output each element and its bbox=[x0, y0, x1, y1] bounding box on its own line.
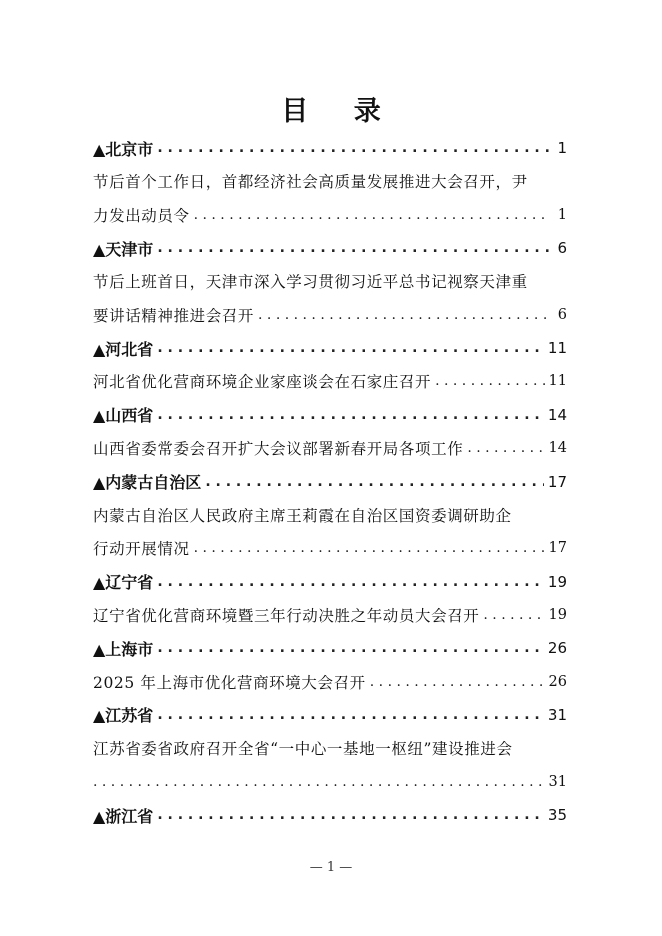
toc-text: 河北省优化营商环境企业家座谈会在石家庄召开 bbox=[93, 373, 432, 392]
toc-page-number: 6 bbox=[557, 239, 567, 258]
toc-section[interactable] bbox=[93, 231, 567, 265]
toc-page-number: 31 bbox=[547, 705, 567, 724]
toc-page-number: 35 bbox=[547, 806, 567, 824]
toc-text: 行动开展情况 bbox=[93, 540, 190, 559]
dot-leader bbox=[157, 574, 544, 590]
toc-text: 内蒙古自治区人民政府主席王莉霞在自治区国资委调研助企 bbox=[93, 506, 512, 525]
toc-text: ▲河北省 bbox=[93, 339, 154, 359]
toc-entry[interactable] bbox=[93, 531, 567, 565]
dot-leader bbox=[157, 240, 549, 256]
dot-leader bbox=[258, 307, 549, 323]
toc-entry[interactable] bbox=[93, 731, 567, 765]
toc-text: ▲天津市 bbox=[93, 239, 154, 259]
toc-text: 山西省委常委会召开扩大会议部署新春开局各项工作 bbox=[93, 440, 464, 459]
toc-text: 力发出动员令 bbox=[93, 206, 190, 225]
toc-page-number: 19 bbox=[548, 606, 567, 623]
dot-leader bbox=[435, 373, 544, 389]
toc-section[interactable] bbox=[93, 631, 567, 665]
toc-entry[interactable] bbox=[93, 264, 567, 298]
toc-text: 要讲话精神推进会召开 bbox=[93, 306, 255, 325]
toc-page-number: 14 bbox=[548, 440, 567, 457]
dot-leader bbox=[157, 407, 544, 423]
toc-text: ▲江苏省 bbox=[93, 706, 154, 726]
toc-entry[interactable] bbox=[93, 198, 567, 232]
toc-section[interactable] bbox=[93, 565, 567, 599]
dot-leader bbox=[157, 340, 544, 356]
toc-page-number: 26 bbox=[547, 639, 567, 658]
dot-leader bbox=[93, 774, 545, 790]
toc-page-number: 17 bbox=[548, 540, 567, 557]
toc-entry[interactable] bbox=[93, 164, 567, 198]
toc-section[interactable] bbox=[93, 398, 567, 432]
toc-page-number: 31 bbox=[548, 773, 567, 790]
toc-section[interactable] bbox=[93, 131, 567, 165]
toc-page-number: 1 bbox=[557, 206, 567, 223]
toc-text: ▲内蒙古自治区 bbox=[93, 473, 202, 492]
toc-section[interactable] bbox=[93, 331, 567, 365]
toc-text: 2025 年上海市优化营商环境大会召开 bbox=[93, 673, 366, 692]
page-number-footer: — 1 — bbox=[309, 860, 353, 875]
toc-entry[interactable] bbox=[93, 598, 567, 632]
toc-text: ▲北京市 bbox=[93, 139, 154, 159]
dot-leader bbox=[157, 640, 544, 656]
toc-entry[interactable] bbox=[93, 665, 567, 699]
dot-leader bbox=[483, 607, 544, 623]
toc-text: ▲上海市 bbox=[93, 639, 154, 659]
toc-page-number: 26 bbox=[548, 673, 567, 690]
dot-leader bbox=[157, 807, 544, 823]
toc-page-number: 19 bbox=[547, 572, 567, 591]
toc-entry[interactable] bbox=[93, 498, 567, 532]
toc-section[interactable] bbox=[93, 798, 567, 832]
dot-leader bbox=[157, 707, 544, 723]
toc-text: ▲山西省 bbox=[93, 406, 154, 426]
toc-text: 节后首个工作日，首都经济社会高质量发展推进大会召开，尹 bbox=[93, 173, 528, 192]
page-title: 目 录 bbox=[281, 96, 399, 127]
dot-leader bbox=[194, 540, 545, 556]
toc-page-number: 17 bbox=[547, 472, 567, 491]
toc-page-number: 1 bbox=[557, 139, 567, 157]
toc-text: ▲辽宁省 bbox=[93, 573, 154, 593]
toc-section[interactable] bbox=[93, 465, 567, 499]
toc-section[interactable] bbox=[93, 698, 567, 732]
toc-page-number: 11 bbox=[548, 373, 567, 390]
dot-leader bbox=[205, 474, 544, 490]
dot-leader bbox=[467, 440, 544, 456]
dot-leader bbox=[370, 674, 545, 690]
toc-text: 江苏省委省政府召开全省“一中心一基地一枢纽”建设推进会 bbox=[93, 740, 513, 759]
toc-text: 节后上班首日，天津市深入学习贯彻习近平总书记视察天津重 bbox=[93, 273, 528, 292]
toc-entry[interactable] bbox=[93, 431, 567, 465]
dot-leader bbox=[194, 207, 549, 223]
toc-entry[interactable] bbox=[93, 765, 567, 799]
toc-page-number: 6 bbox=[557, 306, 567, 323]
toc-entry[interactable] bbox=[93, 298, 567, 332]
toc-text: 辽宁省优化营商环境暨三年行动决胜之年动员大会召开 bbox=[93, 606, 480, 625]
dot-leader bbox=[157, 140, 549, 156]
toc-page-number: 14 bbox=[547, 405, 567, 424]
toc-entry[interactable] bbox=[93, 364, 567, 398]
toc-text: ▲浙江省 bbox=[93, 806, 154, 826]
toc-page-number: 11 bbox=[547, 339, 567, 358]
